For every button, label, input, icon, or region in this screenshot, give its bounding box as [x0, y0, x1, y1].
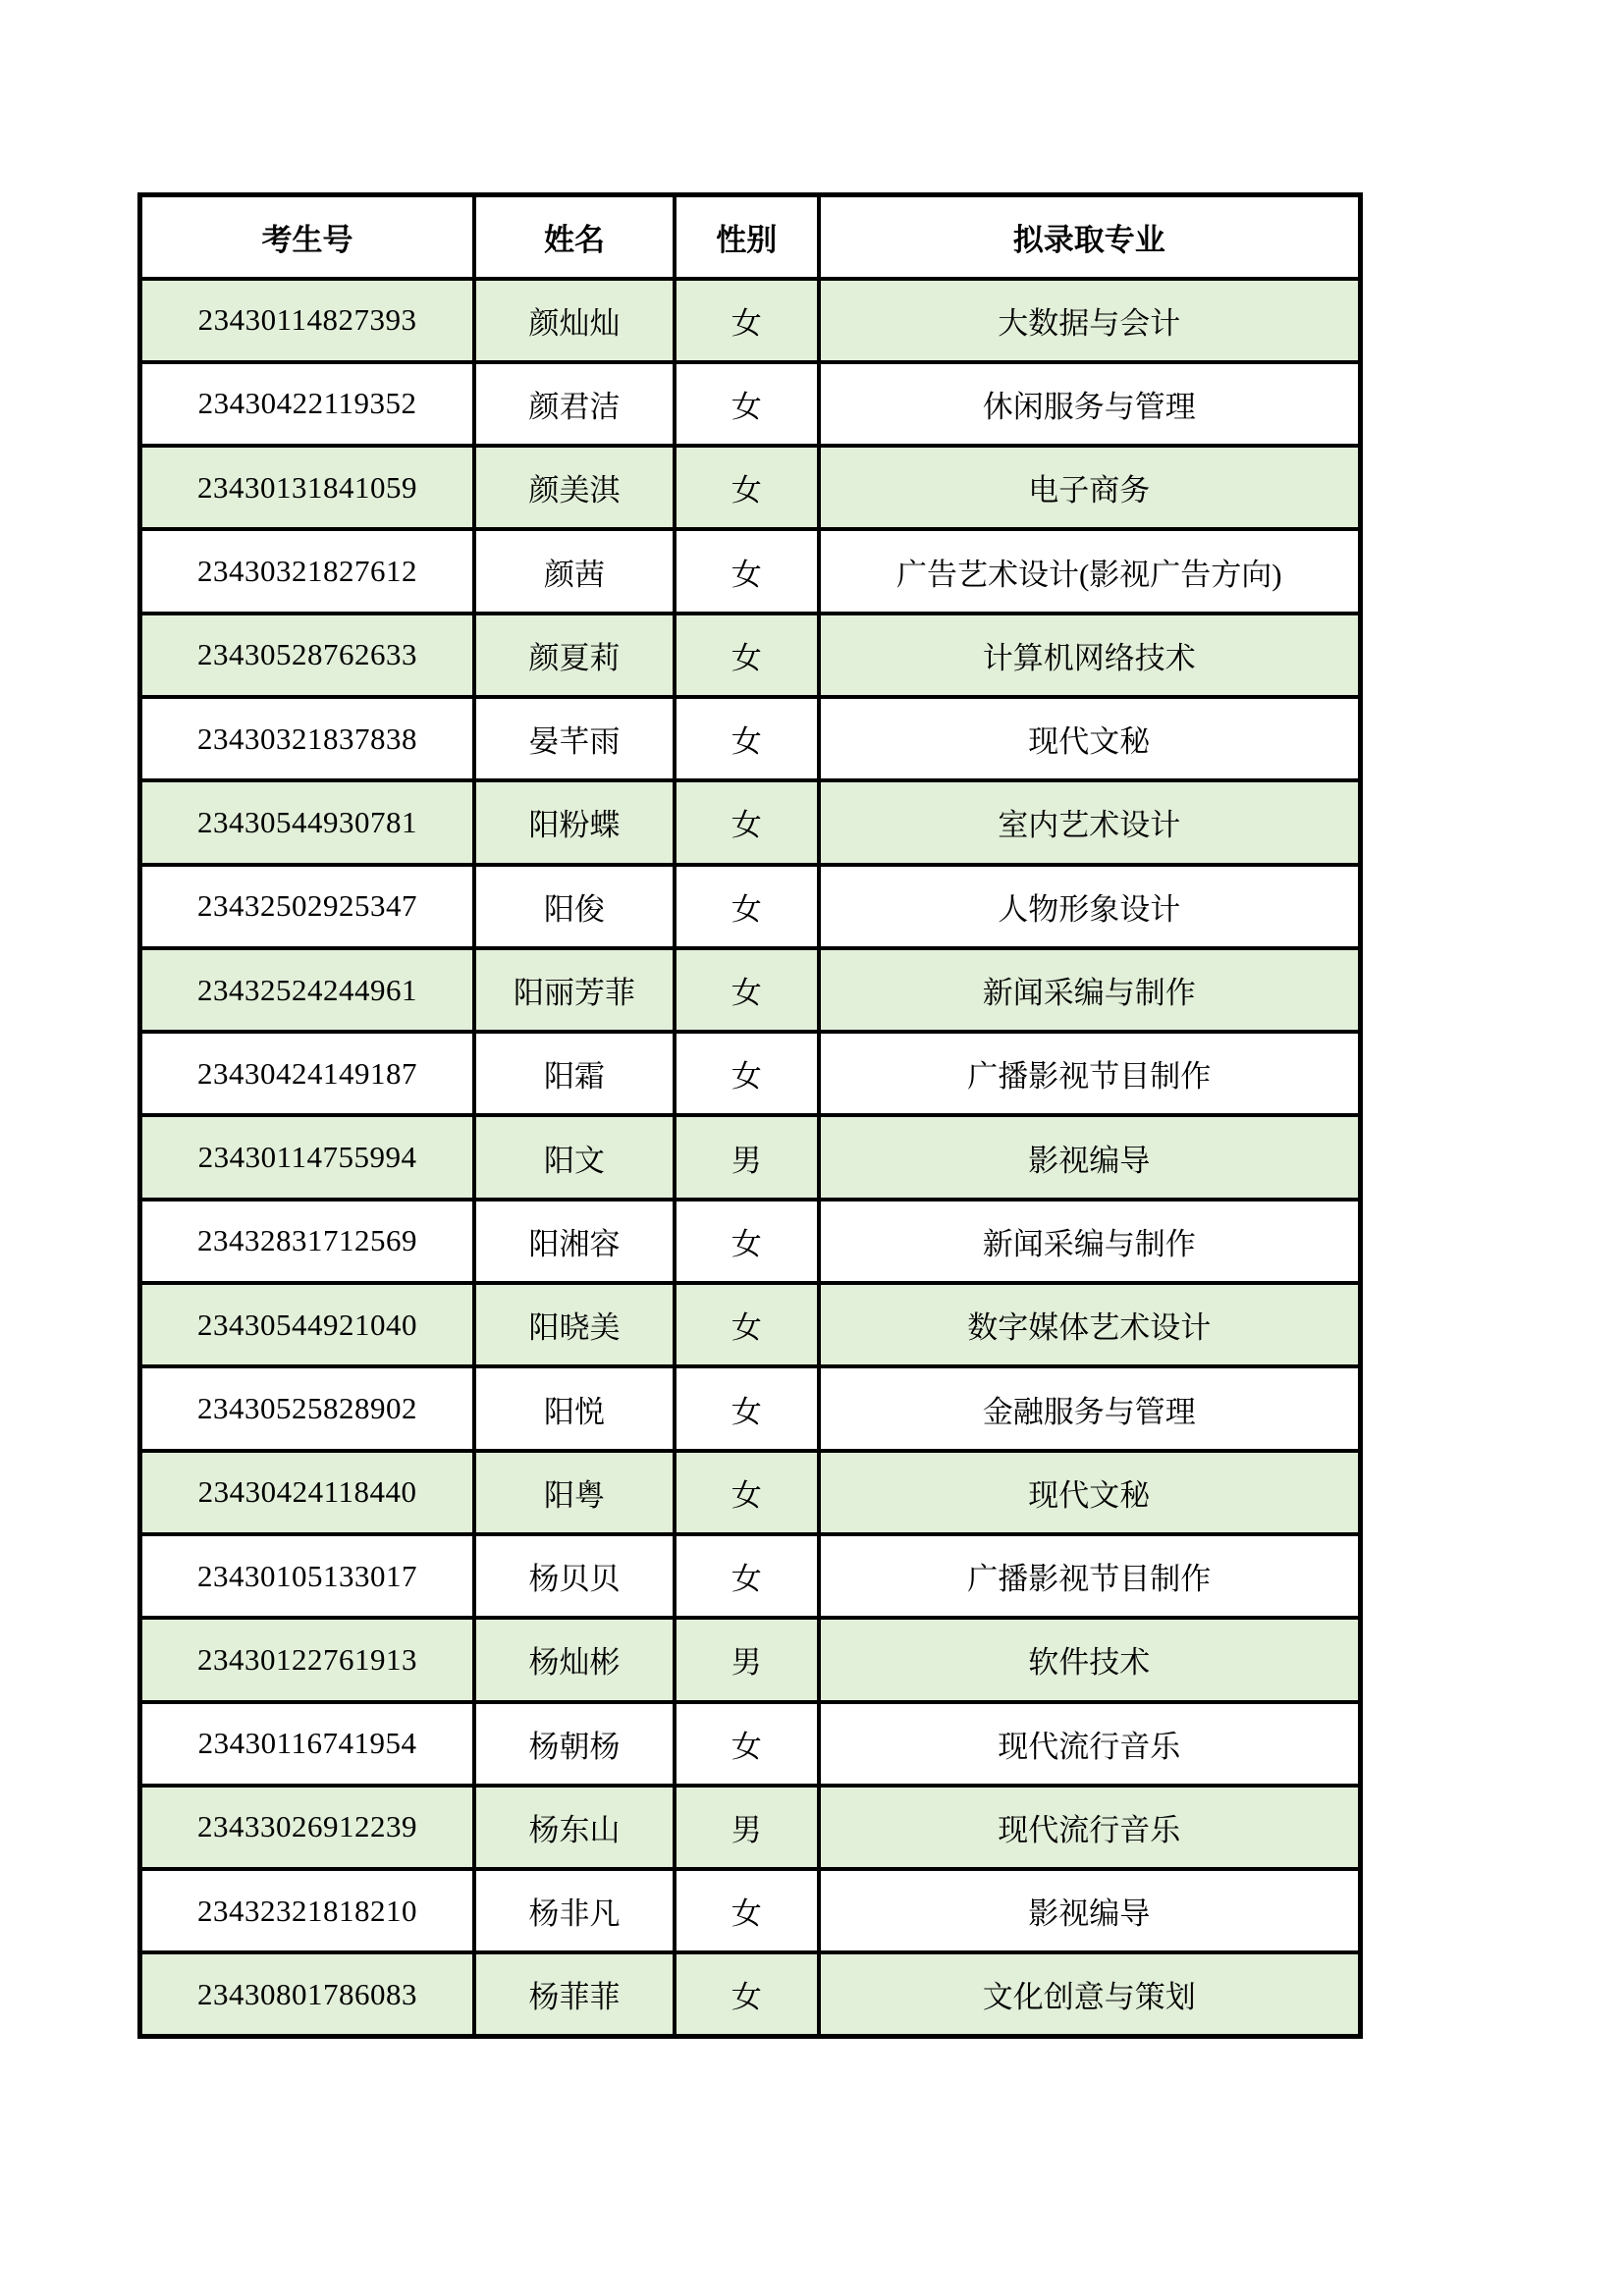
name-cell: 杨贝贝	[474, 1534, 675, 1618]
candidate-id-cell: 23430544930781	[140, 780, 475, 864]
admission-list-table	[137, 192, 1363, 2039]
header-candidate-id: 考生号	[140, 195, 475, 279]
table-body	[140, 279, 1361, 2037]
candidate-id-cell: 23430116741954	[140, 1702, 475, 1786]
name-cell: 杨菲菲	[474, 1952, 675, 2036]
candidate-id-cell: 23433026912239	[140, 1786, 475, 1869]
table-row	[140, 865, 1361, 948]
table-row	[140, 1115, 1361, 1199]
table-row	[140, 1451, 1361, 1534]
name-cell: 阳霜	[474, 1032, 675, 1115]
gender-cell: 女	[675, 446, 819, 529]
gender-cell: 男	[675, 1115, 819, 1199]
candidate-id-cell: 23432524244961	[140, 948, 475, 1032]
name-cell: 阳文	[474, 1115, 675, 1199]
major-cell: 现代文秘	[819, 1451, 1361, 1534]
table-row	[140, 614, 1361, 697]
gender-cell: 女	[675, 279, 819, 362]
name-cell: 阳俊	[474, 865, 675, 948]
name-cell: 杨灿彬	[474, 1618, 675, 1701]
gender-cell: 女	[675, 362, 819, 446]
name-cell: 颜灿灿	[474, 279, 675, 362]
candidate-id-cell: 23430122761913	[140, 1618, 475, 1701]
name-cell: 颜君洁	[474, 362, 675, 446]
header-gender: 性别	[675, 195, 819, 279]
table-row	[140, 446, 1361, 529]
gender-cell: 女	[675, 697, 819, 780]
major-cell: 现代流行音乐	[819, 1702, 1361, 1786]
name-cell: 杨朝杨	[474, 1702, 675, 1786]
table-row	[140, 529, 1361, 613]
gender-cell: 女	[675, 614, 819, 697]
gender-cell: 女	[675, 1283, 819, 1366]
major-cell: 大数据与会计	[819, 279, 1361, 362]
table-row	[140, 1869, 1361, 1952]
name-cell: 阳湘容	[474, 1200, 675, 1283]
candidate-id-cell: 23430321837838	[140, 697, 475, 780]
table-row	[140, 1618, 1361, 1701]
candidate-id-cell: 23432502925347	[140, 865, 475, 948]
gender-cell: 女	[675, 780, 819, 864]
candidate-id-cell: 23432831712569	[140, 1200, 475, 1283]
major-cell: 软件技术	[819, 1618, 1361, 1701]
candidate-id-cell: 23430131841059	[140, 446, 475, 529]
table-row	[140, 1032, 1361, 1115]
table-row	[140, 780, 1361, 864]
gender-cell: 女	[675, 1451, 819, 1534]
table-row	[140, 1366, 1361, 1450]
major-cell: 广告艺术设计(影视广告方向)	[819, 529, 1361, 613]
table-row	[140, 948, 1361, 1032]
gender-cell: 女	[675, 1200, 819, 1283]
name-cell: 阳粤	[474, 1451, 675, 1534]
gender-cell: 女	[675, 1702, 819, 1786]
major-cell: 影视编导	[819, 1115, 1361, 1199]
table-header	[140, 195, 1361, 279]
major-cell: 人物形象设计	[819, 865, 1361, 948]
header-name: 姓名	[474, 195, 675, 279]
gender-cell: 女	[675, 1952, 819, 2036]
table-row	[140, 1786, 1361, 1869]
name-cell: 晏芊雨	[474, 697, 675, 780]
candidate-id-cell: 23430424118440	[140, 1451, 475, 1534]
table-row	[140, 697, 1361, 780]
major-cell: 现代文秘	[819, 697, 1361, 780]
major-cell: 电子商务	[819, 446, 1361, 529]
name-cell: 颜茜	[474, 529, 675, 613]
major-cell: 室内艺术设计	[819, 780, 1361, 864]
major-cell: 广播影视节目制作	[819, 1534, 1361, 1618]
table-row	[140, 279, 1361, 362]
name-cell: 颜美淇	[474, 446, 675, 529]
gender-cell: 女	[675, 1869, 819, 1952]
name-cell: 杨非凡	[474, 1869, 675, 1952]
candidate-id-cell: 23430424149187	[140, 1032, 475, 1115]
candidate-id-cell: 23430528762633	[140, 614, 475, 697]
table-row	[140, 1952, 1361, 2036]
header-row	[140, 195, 1361, 279]
name-cell: 杨东山	[474, 1786, 675, 1869]
gender-cell: 女	[675, 865, 819, 948]
major-cell: 广播影视节目制作	[819, 1032, 1361, 1115]
gender-cell: 女	[675, 948, 819, 1032]
gender-cell: 女	[675, 1366, 819, 1450]
major-cell: 新闻采编与制作	[819, 1200, 1361, 1283]
candidate-id-cell: 23430321827612	[140, 529, 475, 613]
candidate-id-cell: 23430114827393	[140, 279, 475, 362]
candidate-id-cell: 23430105133017	[140, 1534, 475, 1618]
candidate-id-cell: 23432321818210	[140, 1869, 475, 1952]
gender-cell: 女	[675, 1032, 819, 1115]
candidate-id-cell: 23430114755994	[140, 1115, 475, 1199]
candidate-id-cell: 23430544921040	[140, 1283, 475, 1366]
table-row	[140, 362, 1361, 446]
name-cell: 阳悦	[474, 1366, 675, 1450]
name-cell: 阳丽芳菲	[474, 948, 675, 1032]
table-row	[140, 1200, 1361, 1283]
header-major: 拟录取专业	[819, 195, 1361, 279]
major-cell: 影视编导	[819, 1869, 1361, 1952]
name-cell: 阳晓美	[474, 1283, 675, 1366]
major-cell: 数字媒体艺术设计	[819, 1283, 1361, 1366]
table-row	[140, 1283, 1361, 1366]
name-cell: 颜夏莉	[474, 614, 675, 697]
candidate-id-cell: 23430801786083	[140, 1952, 475, 2036]
candidate-id-cell: 23430525828902	[140, 1366, 475, 1450]
major-cell: 新闻采编与制作	[819, 948, 1361, 1032]
gender-cell: 男	[675, 1618, 819, 1701]
major-cell: 金融服务与管理	[819, 1366, 1361, 1450]
table-row	[140, 1534, 1361, 1618]
candidate-id-cell: 23430422119352	[140, 362, 475, 446]
gender-cell: 女	[675, 1534, 819, 1618]
table-row	[140, 1702, 1361, 1786]
major-cell: 计算机网络技术	[819, 614, 1361, 697]
major-cell: 现代流行音乐	[819, 1786, 1361, 1869]
major-cell: 文化创意与策划	[819, 1952, 1361, 2036]
major-cell: 休闲服务与管理	[819, 362, 1361, 446]
gender-cell: 女	[675, 529, 819, 613]
name-cell: 阳粉蝶	[474, 780, 675, 864]
gender-cell: 男	[675, 1786, 819, 1869]
